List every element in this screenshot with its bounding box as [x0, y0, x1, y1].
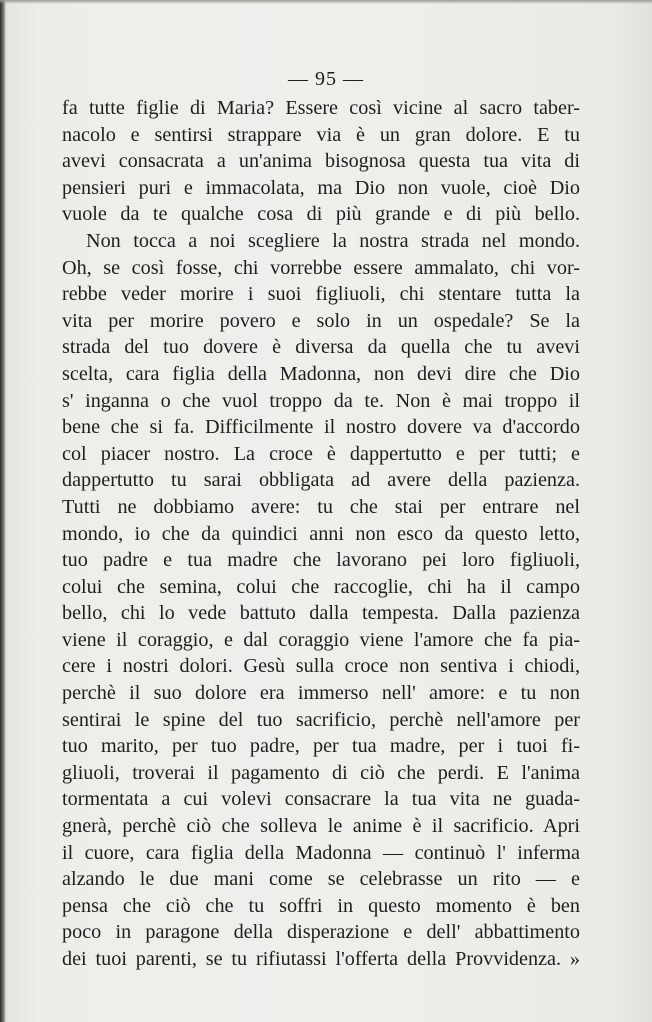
text-line: il cuore, cara figlia della Madonna — continuò l' inferma: [62, 841, 580, 864]
text-line: Oh, se così fosse, chi vorrebbe essere ammalato, chi vor-: [62, 256, 580, 279]
text-line: tormentata a cui volevi consacrare la tua vita ne guada-: [62, 788, 580, 811]
text-line: Tutti ne dobbiamo avere: tu che stai per entrare nel: [62, 495, 580, 518]
text-line: colui che semina, colui che raccoglie, chi ha il campo: [62, 575, 580, 598]
text-line: perchè il suo dolore era immerso nell' amore: e tu non: [62, 682, 580, 705]
text-line: bello, chi lo vede battuto dalla tempesta. Dalla pazienza: [62, 602, 580, 625]
page-top-edge-shadow: [0, 0, 652, 4]
text-line: pensieri puri e immacolata, ma Dio non vuole, cioè Dio: [62, 176, 580, 199]
text-line: fa tutte figlie di Maria? Essere così vicine al sacro taber-: [62, 97, 580, 119]
text-line: vuole da te qualche cosa di più grande e di più bello.: [62, 203, 580, 226]
text-line: tuo padre e tua madre che lavorano pei loro figliuoli,: [62, 549, 580, 572]
text-line: dei tuoi parenti, se tu rifiutassi l'offerta della Provvidenza. »: [62, 948, 580, 970]
text-line: s' inganna o che vuol troppo da te. Non è mai troppo il: [62, 389, 580, 412]
text-line: strada del tuo dovere è diversa da quella che tu avevi: [62, 336, 580, 359]
page-number: — 95 —: [288, 68, 364, 90]
text-line: cere i nostri dolori. Gesù sulla croce non sentiva i chiodi,: [62, 655, 580, 678]
text-line: avevi consacrata a un'anima bisognosa questa tua vita di: [62, 150, 580, 173]
page-left-edge-shadow: [0, 0, 6, 1022]
text-line: alzando le due mani come se celebrasse un rito — e: [62, 868, 580, 891]
text-line: poco in paragone della disperazione e dell' abbattimento: [62, 921, 580, 944]
text-line: scelta, cara figlia della Madonna, non devi dire che Dio: [62, 362, 580, 385]
text-line: rebbe veder morire i suoi figliuoli, chi stentare tutta la: [62, 283, 580, 306]
body-text: [62, 95, 580, 973]
text-line: Non tocca a noi scegliere la nostra strada nel mondo.: [86, 229, 580, 252]
text-line: gliuoli, troverai il pagamento di ciò che perdi. E l'anima: [62, 761, 580, 784]
text-line: gnerà, perchè ciò che solleva le anime è il sacrificio. Apri: [62, 815, 580, 838]
text-line: tuo marito, per tuo padre, per tua madre, per i tuoi fi-: [62, 735, 580, 758]
text-line: vita per morire povero e solo in un ospedale? Se la: [62, 309, 580, 332]
text-line: nacolo e sentirsi strappare via è un gran dolore. E tu: [62, 123, 580, 146]
text-line: col piacer nostro. La croce è dappertutto e per tutti; e: [62, 442, 580, 465]
text-line: viene il coraggio, e dal coraggio viene l'amore che fa pia-: [62, 628, 580, 651]
text-line: sentirai le spine del tuo sacrificio, perchè nell'amore per: [62, 708, 580, 731]
text-line: dappertutto tu sarai obbligata ad avere della pazienza.: [62, 469, 580, 492]
text-line: bene che si fa. Difficilmente il nostro dovere va d'accordo: [62, 416, 580, 439]
text-line: pensa che ciò che tu soffri in questo momento è ben: [62, 894, 580, 917]
text-line: mondo, io che da quindici anni non esco da questo letto,: [62, 522, 580, 545]
